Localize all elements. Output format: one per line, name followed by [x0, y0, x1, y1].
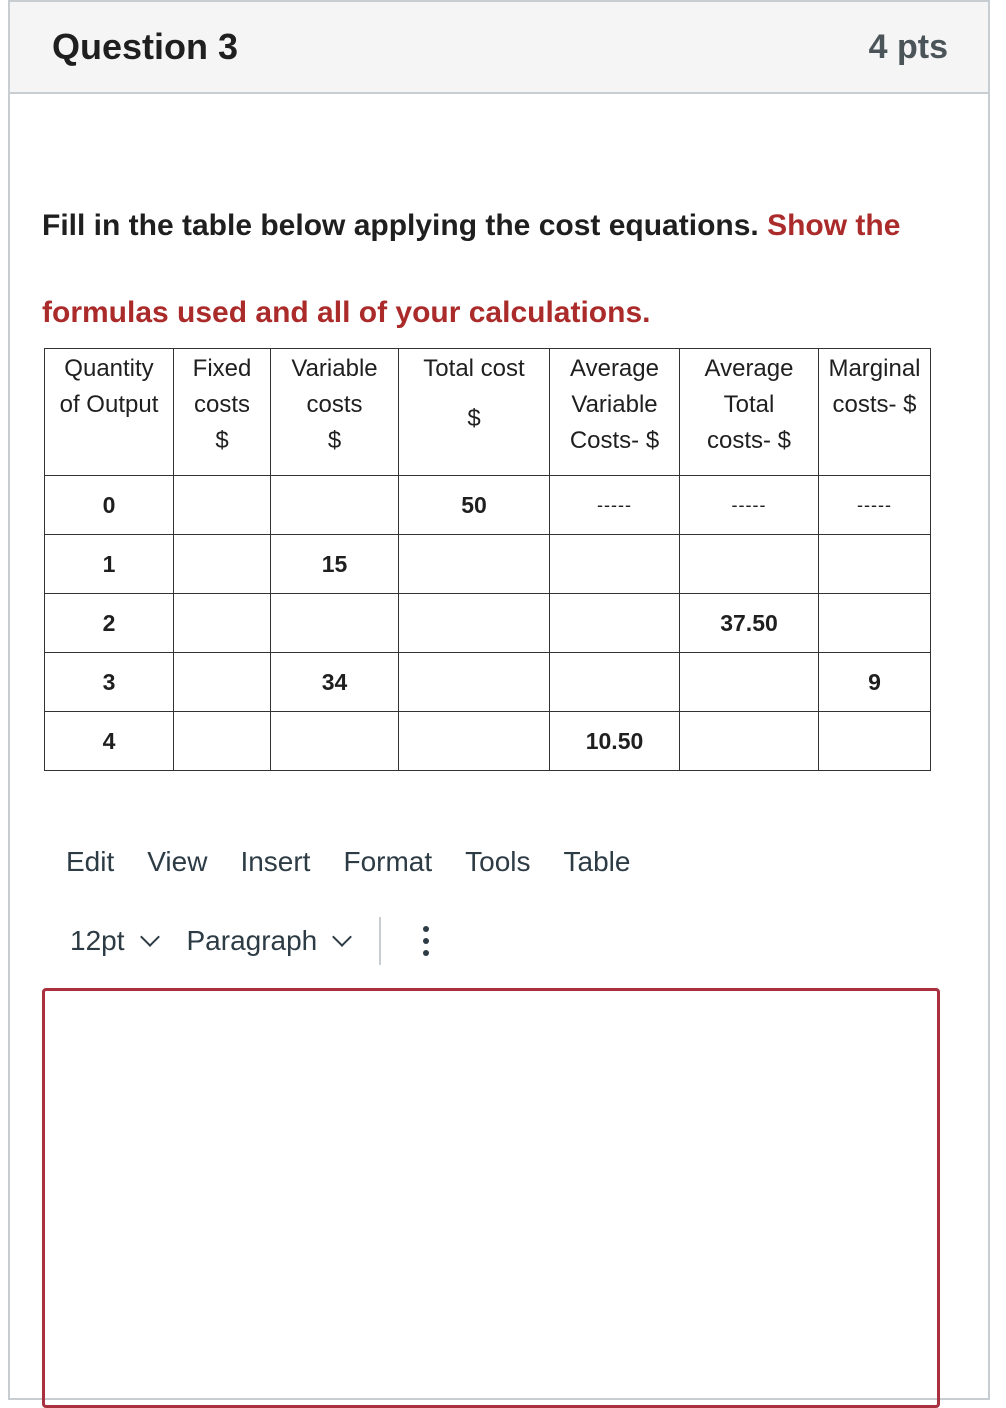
question-prompt — [42, 182, 942, 356]
editor-menubar — [66, 846, 630, 878]
header-avg-total: Average Total costs- $ — [680, 349, 819, 476]
question-header — [10, 2, 988, 94]
cell-quantity: 2 — [45, 594, 174, 653]
cell-avg-variable — [550, 653, 680, 712]
cell-avg-total: ----- — [680, 476, 819, 535]
table-row — [45, 535, 931, 594]
header-quantity: Quantity of Output — [45, 349, 174, 476]
cell-avg-total: 37.50 — [680, 594, 819, 653]
header-total-cost: Total cost $ — [399, 349, 550, 476]
menu-edit[interactable]: Edit — [66, 846, 115, 877]
cell-fixed — [174, 476, 271, 535]
question-points: 4 pts — [868, 28, 948, 66]
block-format-dropdown[interactable] — [187, 925, 350, 957]
cell-marginal: ----- — [819, 476, 931, 535]
toolbar-divider — [379, 917, 381, 965]
cell-variable — [271, 594, 399, 653]
cell-total — [399, 594, 550, 653]
cell-variable: 15 — [271, 535, 399, 594]
cell-variable — [271, 712, 399, 771]
prompt-emphasis-1: Show the — [767, 209, 901, 242]
cost-table — [44, 348, 931, 771]
cell-fixed — [174, 594, 271, 653]
chevron-down-icon — [332, 927, 352, 947]
cell-fixed — [174, 535, 271, 594]
cell-marginal — [819, 535, 931, 594]
header-variable-costs: Variable costs $ — [271, 349, 399, 476]
cell-total — [399, 653, 550, 712]
cell-quantity: 3 — [45, 653, 174, 712]
table-row — [45, 712, 931, 771]
font-size-dropdown[interactable] — [70, 925, 157, 957]
cell-avg-variable — [550, 594, 680, 653]
more-options-icon[interactable] — [415, 926, 437, 956]
cell-marginal: 9 — [819, 653, 931, 712]
cell-total — [399, 712, 550, 771]
cell-avg-variable: 10.50 — [550, 712, 680, 771]
menu-insert[interactable]: Insert — [240, 846, 311, 877]
cell-marginal — [819, 712, 931, 771]
cell-avg-variable: ----- — [550, 476, 680, 535]
cell-avg-variable — [550, 535, 680, 594]
menu-view[interactable]: View — [147, 846, 208, 877]
table-row — [45, 653, 931, 712]
header-marginal: Marginal costs- $ — [819, 349, 931, 476]
chevron-down-icon — [140, 927, 160, 947]
editor-toolbar — [70, 918, 437, 964]
prompt-emphasis-2: formulas used and all of your calculations. — [42, 296, 651, 329]
cell-fixed — [174, 653, 271, 712]
cell-variable: 34 — [271, 653, 399, 712]
menu-table[interactable]: Table — [563, 846, 631, 877]
cell-total: 50 — [399, 476, 550, 535]
menu-tools[interactable]: Tools — [465, 846, 531, 877]
cell-fixed — [174, 712, 271, 771]
table-row — [45, 594, 931, 653]
cell-avg-total — [680, 653, 819, 712]
menu-format[interactable]: Format — [343, 846, 433, 877]
cell-avg-total — [680, 712, 819, 771]
answer-editor[interactable] — [42, 988, 940, 1408]
prompt-instruction: Fill in the table below applying the cost equations. — [42, 209, 759, 242]
table-row — [45, 476, 931, 535]
cell-quantity: 0 — [45, 476, 174, 535]
question-title: Question 3 — [52, 26, 239, 67]
header-fixed-costs: Fixed costs $ — [174, 349, 271, 476]
cell-avg-total — [680, 535, 819, 594]
block-format-value: Paragraph — [186, 925, 318, 956]
table-header-row — [45, 349, 931, 476]
cell-marginal — [819, 594, 931, 653]
header-avg-variable: Average Variable Costs- $ — [550, 349, 680, 476]
font-size-value: 12pt — [70, 925, 125, 956]
cell-quantity: 4 — [45, 712, 174, 771]
cell-variable — [271, 476, 399, 535]
cell-quantity: 1 — [45, 535, 174, 594]
cell-total — [399, 535, 550, 594]
